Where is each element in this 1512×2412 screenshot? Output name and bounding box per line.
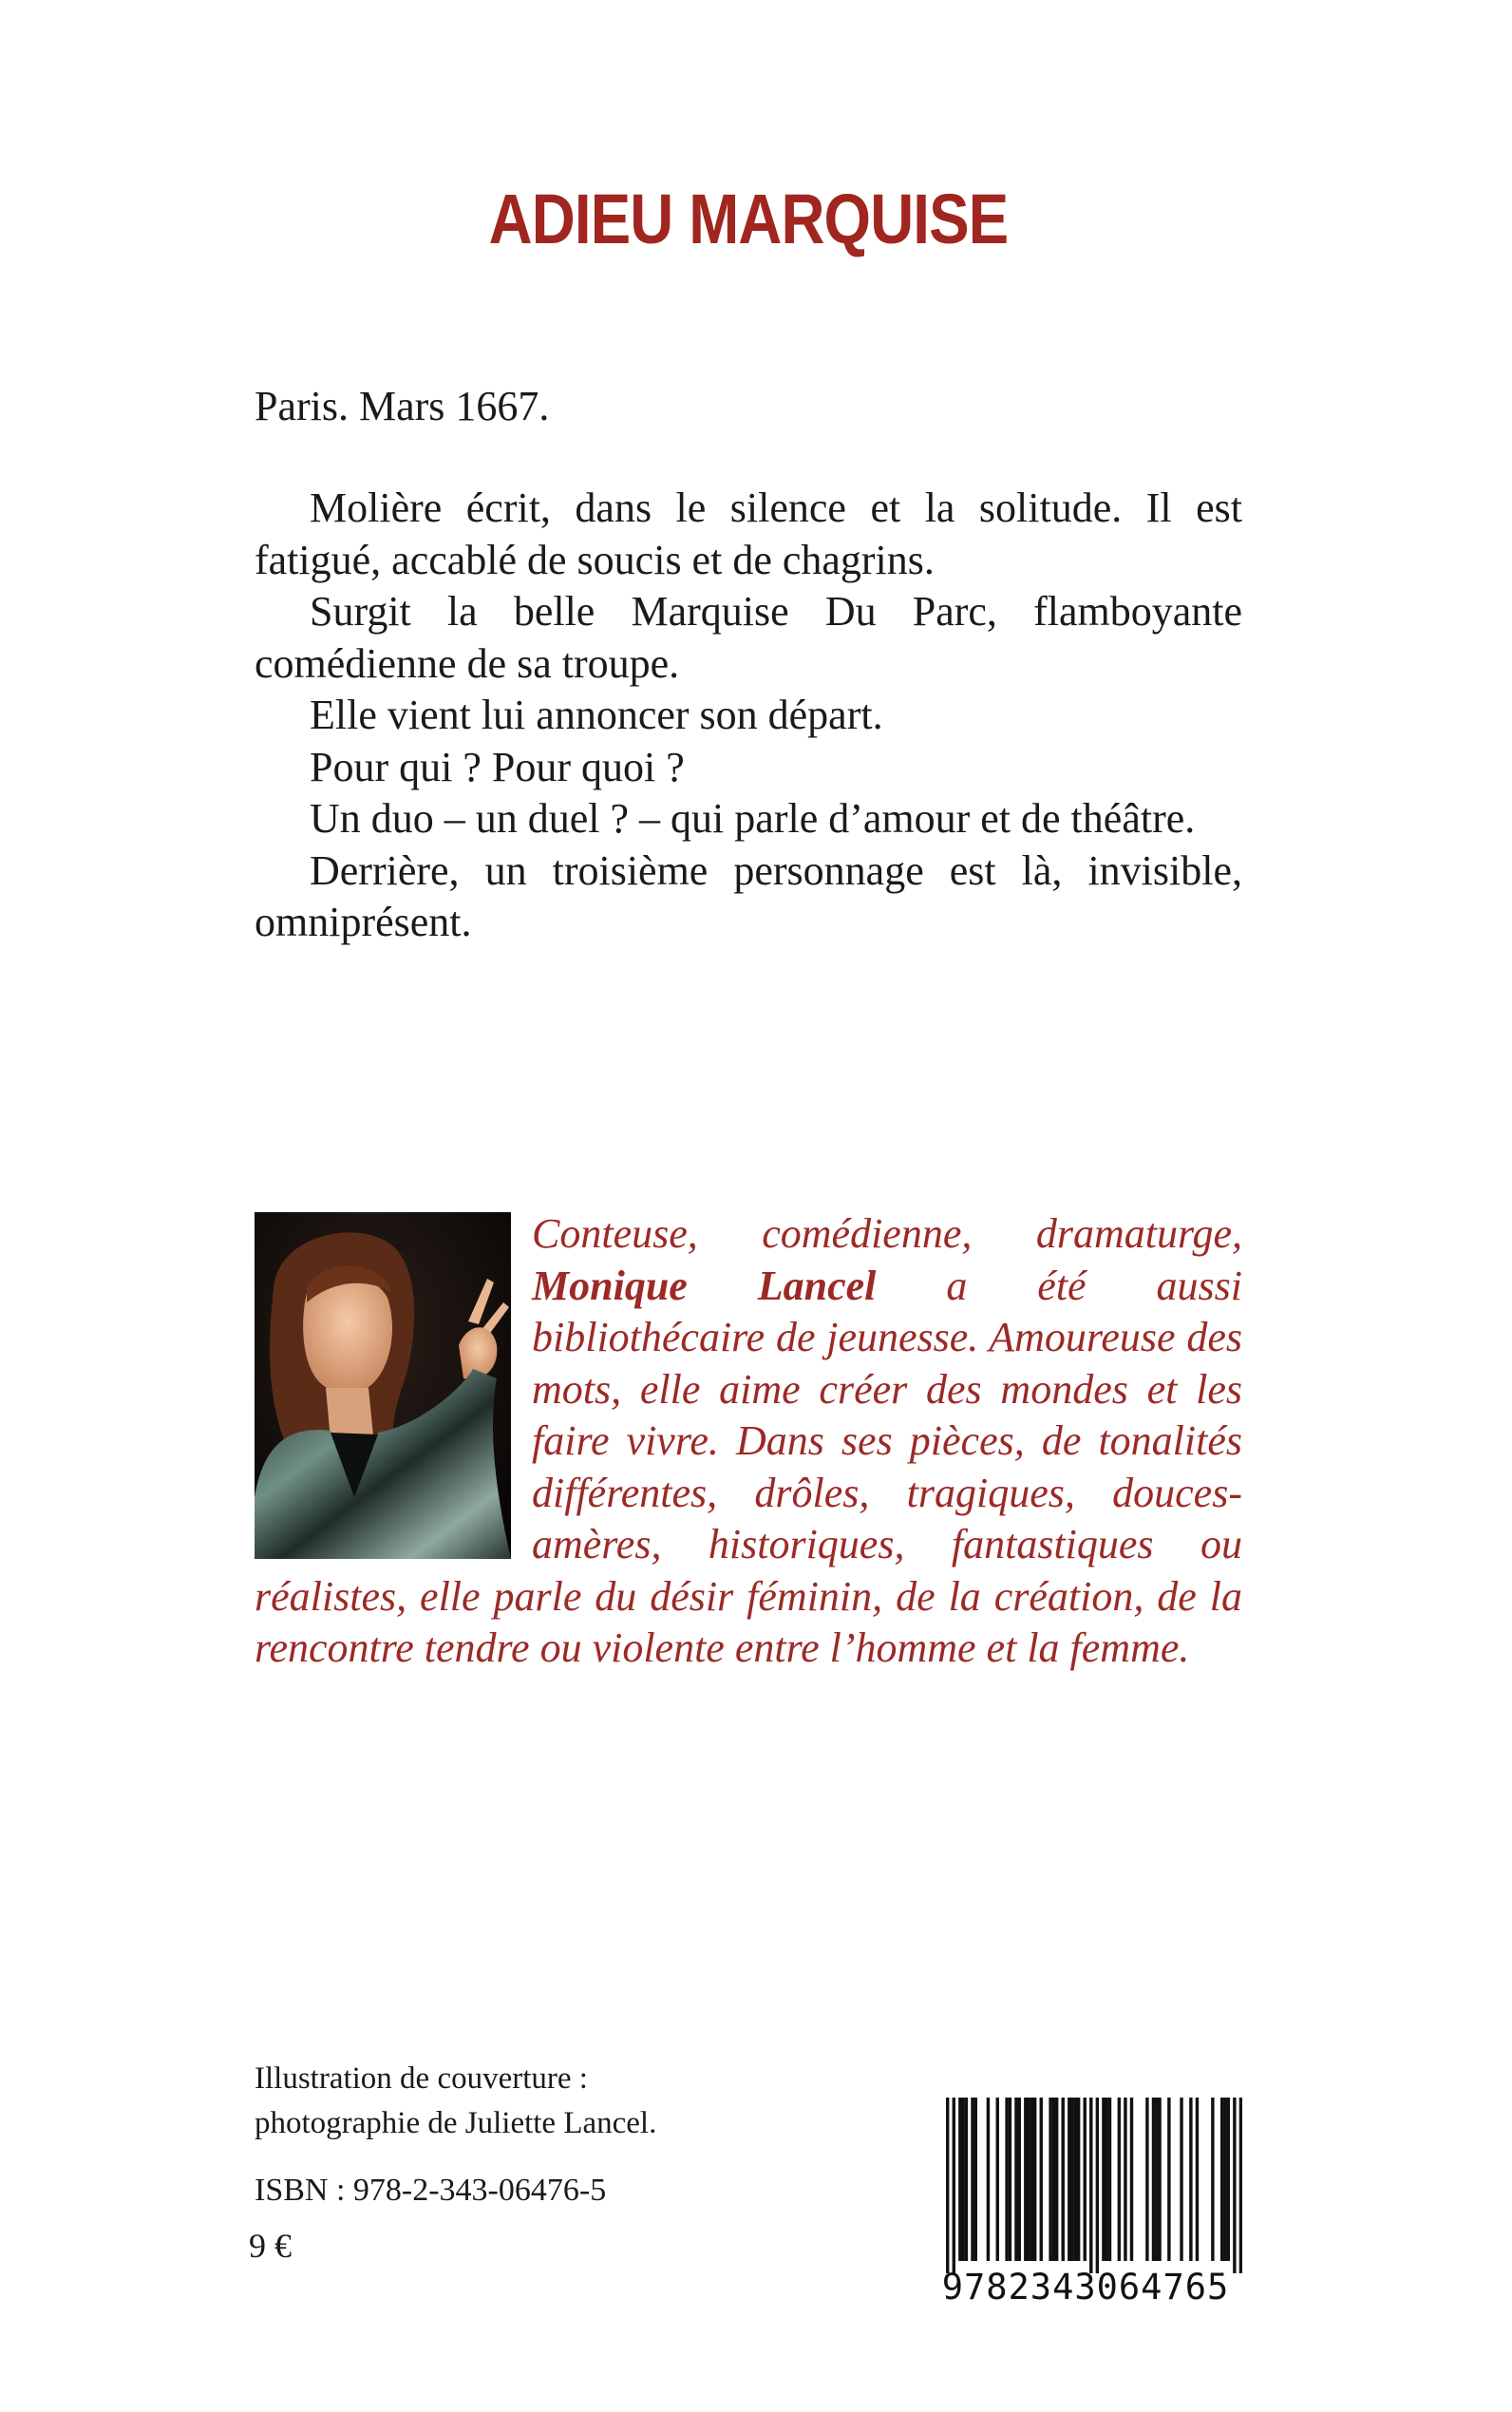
cover-credits [255,2057,656,2146]
barcode-bar [1030,2098,1033,2261]
barcode-bar [1102,2098,1105,2261]
barcode-bar [1211,2098,1214,2261]
barcode-bar [1158,2098,1161,2261]
author-photo [255,1212,511,1559]
barcode-bar [1180,2098,1182,2261]
barcode-bar [1033,2098,1036,2261]
barcode-bar [1055,2098,1058,2261]
synopsis-paragraph: Molière écrit, dans le silence et la solitude. Il est fatigué, accablé de soucis et de chagrins. [255,484,1242,583]
author-name: Monique Lancel [532,1262,877,1309]
barcode-bar [1155,2098,1158,2261]
barcode-bar [1105,2098,1107,2261]
barcode-bar [1196,2098,1199,2261]
bio-text: a été aussi bibliothécaire de jeunesse. Amoureuse des mots, elle aime créer des mondes et les faire vivre. Dans ses pièces, de tonalités différentes, drôles, tragiques, douces-amères, historiques, fantastiques ou réalistes, elle parle du désir féminin, de la création, de la rencontre tendre ou violente entre l’homme et la femme. [255,1262,1242,1671]
barcode-bar [1233,2098,1236,2273]
barcode-bar [974,2098,977,2261]
author-portrait-image [255,1212,511,1559]
barcode-bar [1009,2098,1011,2261]
book-title: ADIEU MARQUISE [488,180,1009,258]
barcode-bar [1027,2098,1030,2261]
barcode-bar [1167,2098,1170,2261]
barcode-bar [1145,2098,1148,2261]
barcode-bar [1077,2098,1080,2261]
barcode-bar [1220,2098,1223,2261]
barcode-bar [1152,2098,1155,2261]
barcode-bar [1062,2098,1065,2261]
author-bio [255,1208,1242,1675]
barcode-bar [1189,2098,1192,2261]
barcode-bar [1068,2098,1070,2261]
barcode-bar [946,2098,949,2273]
synopsis-paragraph: Pour qui ? Pour quoi ? [310,743,685,790]
bio-lead: Conteuse, comédienne, dramaturge, [532,1210,1242,1257]
barcode-bar [958,2098,961,2261]
barcode-bar [1227,2098,1230,2261]
barcode-bar [1070,2098,1073,2261]
barcode-bar [965,2098,968,2261]
barcode-bar [961,2098,964,2261]
barcode [946,2098,1242,2273]
credit-line: Illustration de couverture : [255,2061,588,2096]
barcode-bar [971,2098,973,2261]
barcode-bar [1024,2098,1027,2261]
synopsis [255,483,1242,949]
barcode-bar [1052,2098,1055,2261]
barcode-bar [1130,2098,1133,2261]
barcode-bar [1014,2098,1017,2261]
barcode-bar [1118,2098,1121,2261]
dateline: Paris. Mars 1667. [255,383,550,429]
barcode-bar [1005,2098,1008,2261]
price: 9 € [249,2227,292,2265]
barcode-bar [1084,2098,1087,2261]
barcode-bar [1074,2098,1077,2261]
credit-line: photographie de Juliette Lancel. [255,2106,657,2140]
barcode-bar [996,2098,999,2261]
synopsis-paragraph: Surgit la belle Marquise Du Parc, flamboyante comédienne de sa troupe. [255,588,1242,687]
barcode-bar [953,2098,955,2273]
synopsis-paragraph: Derrière, un troisième personnage est là, invisible, omniprésent. [255,846,1242,945]
barcode-bar [987,2098,990,2261]
barcode-bar [1124,2098,1126,2261]
synopsis-paragraph: Un duo – un duel ? – qui parle d’amour et de théâtre. [310,795,1196,842]
barcode-bar [1239,2098,1242,2273]
synopsis-paragraph: Elle vient lui annoncer son départ. [310,692,883,738]
barcode-bar [1018,2098,1021,2261]
isbn: ISBN : 978-2-343-06476-5 [255,2173,607,2208]
barcode-digits: 9782343064765 [941,2267,1230,2308]
barcode-bar [1108,2098,1111,2261]
barcode-bar [1096,2098,1099,2273]
barcode-bar [1089,2098,1092,2273]
barcode-bar [1223,2098,1226,2261]
barcode-bar [1049,2098,1051,2261]
barcode-bar [1040,2098,1043,2261]
